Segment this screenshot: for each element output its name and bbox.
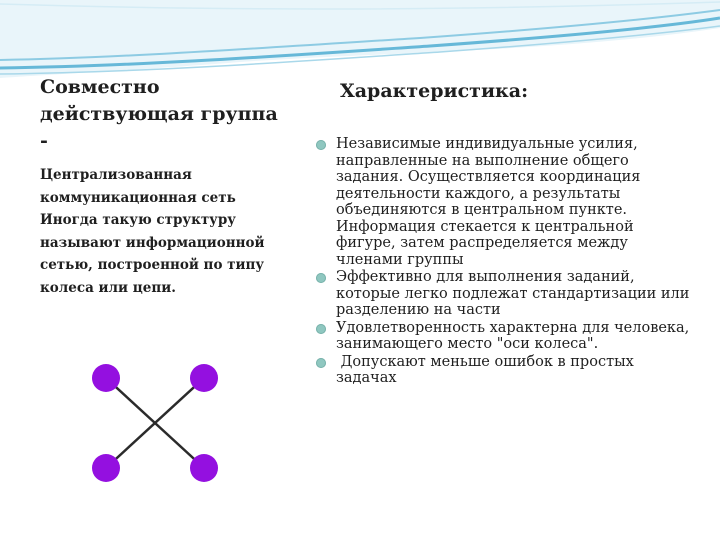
circle-bullet-icon — [316, 273, 326, 283]
circle-bullet-icon — [316, 140, 326, 150]
group-description — [40, 164, 290, 299]
network-node — [92, 364, 120, 392]
network-node — [190, 454, 218, 482]
title-dash: - — [40, 130, 48, 152]
characteristics-heading: Характеристика: — [340, 80, 529, 102]
circle-bullet-icon — [316, 324, 326, 334]
network-type: Централизованная коммуникационная сеть — [40, 167, 236, 206]
wheel-network-diagram — [88, 360, 228, 490]
characteristics-list — [316, 136, 694, 387]
network-node — [190, 364, 218, 392]
network-note: Иногда такую структуру называют информационной сетью, построенной по типу колеса или цепи. — [40, 212, 265, 296]
network-node — [92, 454, 120, 482]
group-title: Совместно действующая группа - — [40, 74, 310, 155]
list-item: Удовлетворенность характерна для человека, занимающего место "оси колеса". — [316, 320, 694, 353]
list-item: Эффективно для выполнения заданий, которые легко подлежат стандартизации или разделению на части — [316, 269, 694, 319]
list-item: Независимые индивидуальные усилия, направленные на выполнение общего задания. Осуществляется координация деятельности каждого, а результаты объединяются в центральном пункте. Информация стекается к центральной фигуре, затем распределяется между членами группы — [316, 136, 694, 268]
circle-bullet-icon — [316, 358, 326, 368]
list-item: Допускают меньше ошибок в простых задачах — [316, 354, 694, 387]
